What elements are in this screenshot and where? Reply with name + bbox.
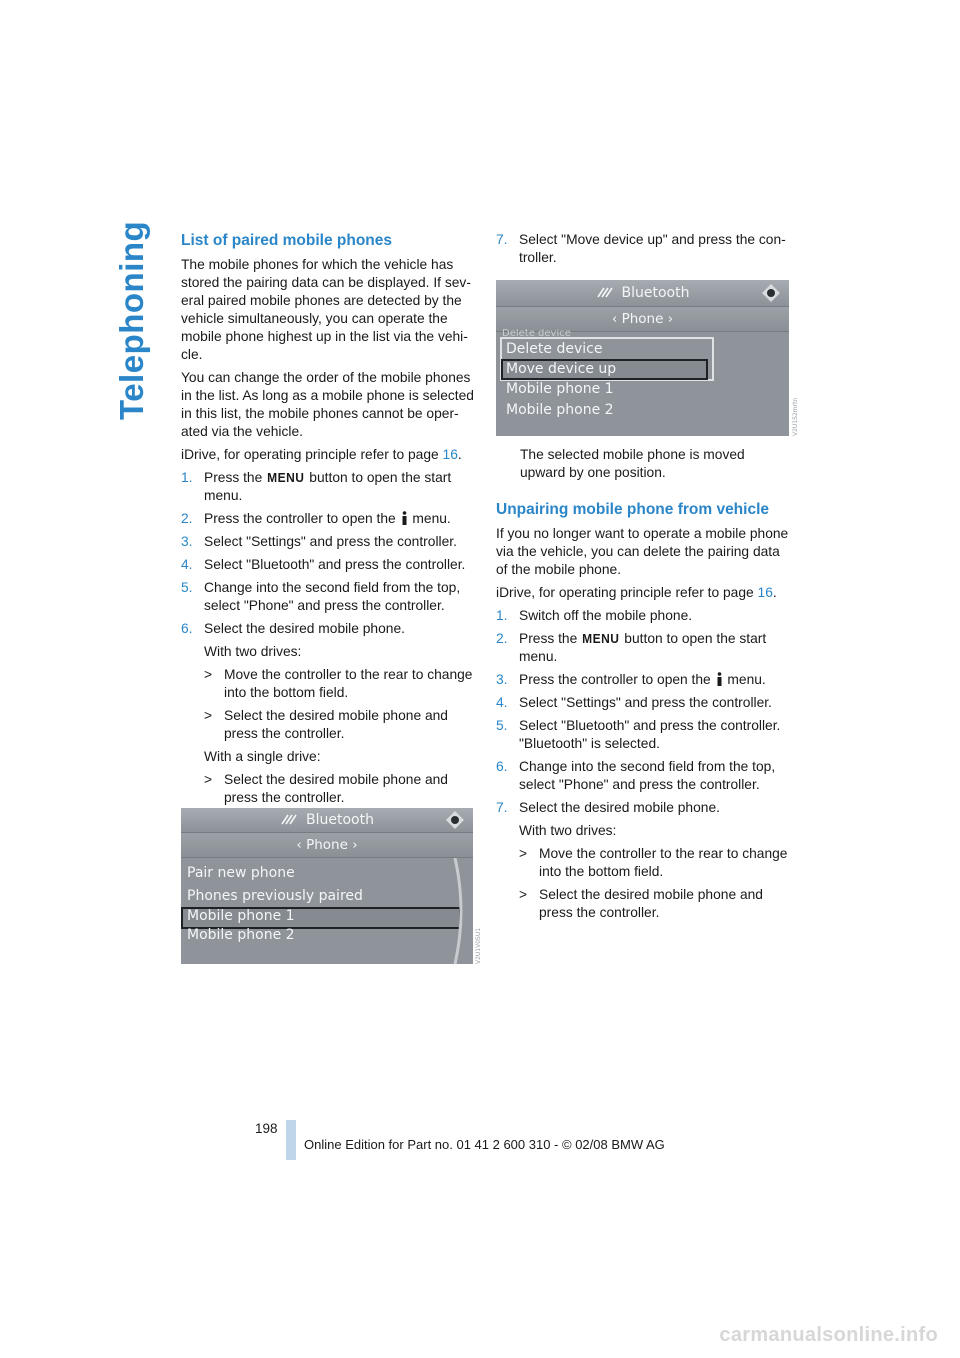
idrive-screen-paired-list (181, 808, 473, 964)
idrive-screen-move-device (496, 280, 789, 436)
popup-item[interactable]: Delete device (506, 341, 603, 357)
bluetooth-wave-icon (596, 285, 616, 299)
sub-heading: With two drives: (204, 644, 302, 659)
scroll-arc (453, 858, 467, 964)
screen-subtitle: ‹ Phone › (611, 311, 674, 327)
list-item-selected[interactable]: Mobile phone 1 (187, 908, 295, 924)
list-item[interactable]: Mobile phone 1 (506, 381, 614, 397)
title-bar (496, 280, 789, 307)
step-item: 6. Select the desired mobile phone. With two drives: > Move the controller to the rear to change into the bottom field. > Select the desired mobile phone and press the controller. With a single drive: > Select the desired mobile phone and press the controller. (181, 620, 476, 807)
step-item: 6. Change into the second field from the top, select "Phone" and press the controller. (496, 759, 776, 792)
step-item: 3. Press the controller to open the menu. (496, 672, 766, 687)
step-item: 5. Change into the second field from the top, select "Phone" and press the controller. (181, 580, 461, 613)
menu-button-icon: MENU (582, 631, 620, 647)
paragraph: If you no longer want to operate a mobile phone via the vehicle, you can delete the pairing data of the mobile phone. (496, 526, 789, 577)
step-item: 4. Select "Bluetooth" and press the controller. (181, 557, 466, 572)
title-bar (181, 808, 473, 833)
list-item[interactable]: Phones previously paired (187, 888, 363, 904)
image-code: V2U1V0SU1 (475, 927, 482, 964)
list-item[interactable]: Mobile phone 2 (506, 402, 614, 418)
step-item: 3. Select "Settings" and press the controller. (181, 534, 457, 549)
list-item[interactable]: Mobile phone 2 (187, 927, 295, 943)
info-icon (400, 511, 409, 525)
bullet-item: > Select the desired mobile phone and press the controller. (519, 887, 763, 920)
bullet-item: > Move the controller to the rear to change into the bottom field. (204, 667, 473, 700)
section-title: Telephoning (113, 220, 150, 420)
heading-paired-phones: List of paired mobile phones (181, 232, 392, 249)
popup-item-selected[interactable]: Move device up (506, 361, 617, 377)
paragraph: You can change the order of the mobile phones in the list. As long as a mobile phone is selected in this list, the mobile phones cannot be oper-ated via the vehicle. (181, 370, 474, 439)
step-continuation: The selected mobile phone is moved upward by one position. (520, 447, 745, 480)
heading-unpairing: Unpairing mobile phone from vehicle (496, 501, 770, 518)
step-item: 1. Press the MENU button to open the start menu. (181, 470, 452, 503)
info-icon (715, 672, 724, 686)
sub-heading: With two drives: (519, 823, 617, 838)
sub-bar (181, 833, 473, 858)
sub-heading: With a single drive: (204, 749, 321, 764)
page-link[interactable]: 16 (442, 447, 458, 462)
list-item[interactable]: Pair new phone (187, 865, 295, 881)
step-item: 7. Select "Move device up" and press the con-troller. (496, 232, 786, 265)
idrive-reference: iDrive, for operating principle refer to page 16. (496, 585, 777, 600)
bullet-item: > Select the desired mobile phone and press the controller. (204, 708, 448, 741)
footer-accent-bar (286, 1120, 296, 1160)
page-link[interactable]: 16 (757, 585, 773, 600)
footer-edition: Online Edition for Part no. 01 41 2 600 310 - © 02/08 BMW AG (304, 1137, 665, 1152)
image-code: V2U1S2mrtn (792, 397, 799, 436)
bullet-item: > Select the desired mobile phone and press the controller. (204, 772, 448, 805)
step-item: 1. Switch off the mobile phone. (496, 608, 693, 623)
paragraph: The mobile phones for which the vehicle has stored the pairing data can be displayed. If sev-eral paired mobile phones are detected by the vehicle simultaneously, you can operate the mobile phone highest up in the list via the vehi-cle. (181, 257, 471, 362)
list-item-partial: Delete device (502, 329, 571, 336)
watermark: carmanualsonline.info (719, 1324, 938, 1346)
screen-title: Bluetooth (181, 812, 473, 828)
bullet-item: > Move the controller to the rear to change into the bottom field. (519, 846, 788, 879)
controller-icon (761, 283, 781, 303)
step-item: 2. Press the controller to open the menu. (181, 511, 451, 526)
step-item: 2. Press the MENU button to open the start menu. (496, 631, 767, 664)
step-item: 4. Select "Settings" and press the controller. (496, 695, 772, 710)
idrive-reference: iDrive, for operating principle refer to page 16. (181, 447, 462, 462)
left-column (181, 231, 476, 812)
menu-button-icon: MENU (267, 470, 305, 486)
bluetooth-wave-icon (280, 812, 300, 826)
page-number: 198 (255, 1121, 278, 1136)
screen-title: Bluetooth (496, 285, 789, 301)
controller-icon (445, 810, 465, 830)
step-item: 7. Select the desired mobile phone. With two drives: > Move the controller to the rear to change into the bottom field. > Select the desired mobile phone and press the controller. (496, 799, 792, 922)
screen-subtitle: ‹ Phone › (296, 837, 358, 853)
step-item: 5. Select "Bluetooth" and press the controller. "Bluetooth" is selected. (496, 718, 781, 751)
